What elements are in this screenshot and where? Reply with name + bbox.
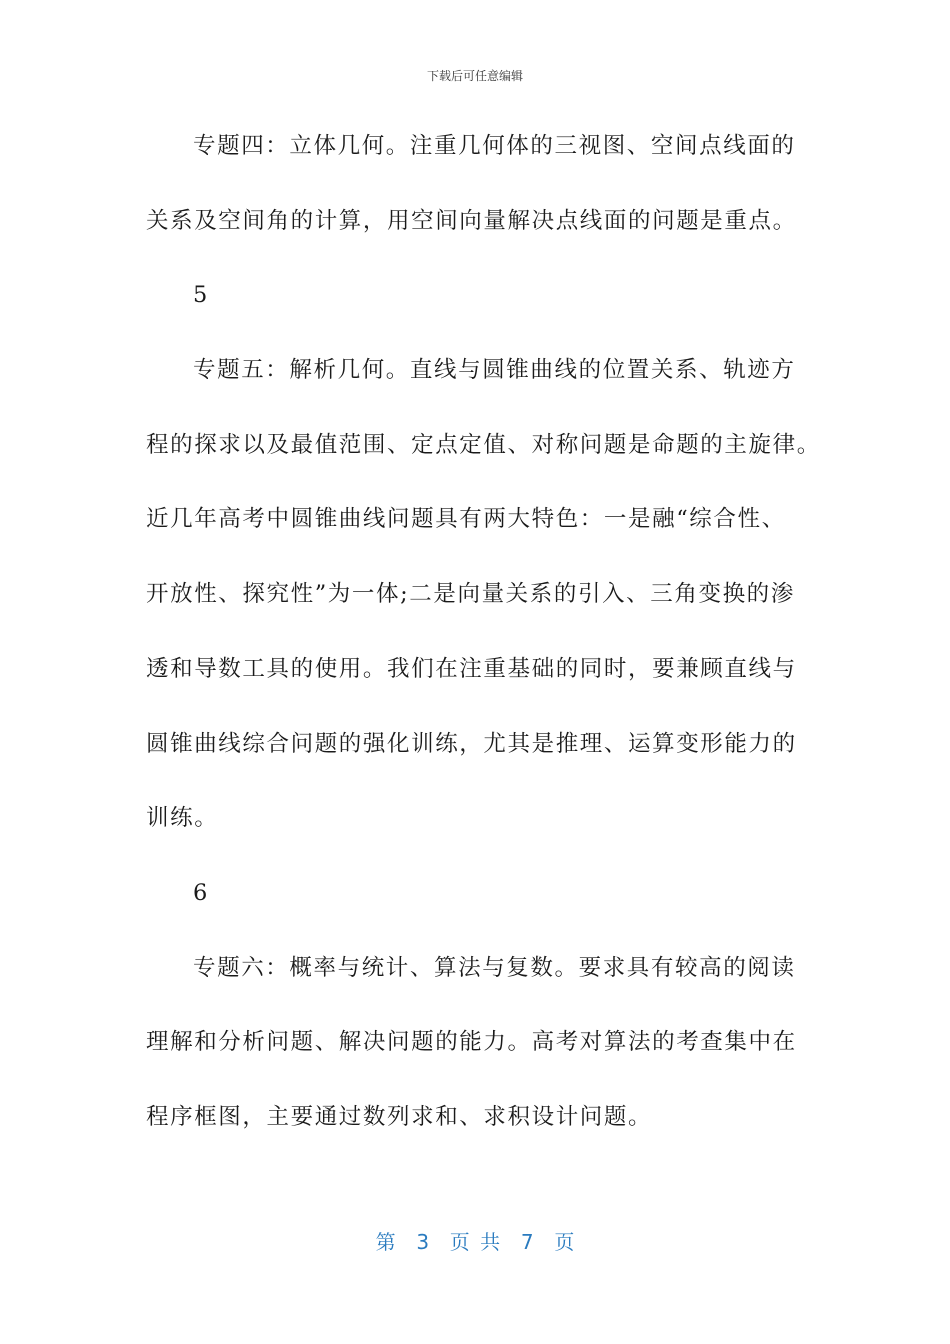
- paragraph-topic6-line3: 程序框图，主要通过数列求和、求积设计问题。: [146, 1103, 653, 1130]
- paragraph-topic5-line4: 开放性、探究性”为一体;二是向量关系的引入、三角变换的渗: [146, 581, 795, 608]
- section-number-6: 6: [193, 879, 209, 906]
- paragraph-topic5-line1: 专题五：解析几何。直线与圆锥曲线的位置关系、轨迹方: [193, 357, 796, 384]
- section-number-5: 5: [193, 282, 209, 309]
- paragraph-topic5-line5: 透和导数工具的使用。我们在注重基础的同时，要兼顾直线与: [146, 655, 797, 682]
- document-body: [146, 124, 821, 1170]
- paragraph-topic4-line2: 关系及空间角的计算，用空间向量解决点线面的问题是重点。: [146, 207, 797, 234]
- paragraph-topic6-line2: 理解和分析问题、解决问题的能力。高考对算法的考查集中在: [146, 1029, 797, 1056]
- page-number-footer: 第 3 页 共 7 页: [375, 1230, 575, 1254]
- paragraph-topic4-line1: 专题四：立体几何。注重几何体的三视图、空间点线面的: [193, 133, 796, 159]
- paragraph-topic5-line6: 圆锥曲线综合问题的强化训练，尤其是推理、运算变形能力的: [146, 730, 797, 757]
- paragraph-topic5-line7: 训练。: [146, 805, 219, 832]
- page-header-note: 下载后可任意编辑: [426, 69, 523, 83]
- paragraph-topic5-line2: 程的探求以及最值范围、定点定值、对称问题是命题的主旋律。: [146, 431, 821, 458]
- paragraph-topic5-line3: 近几年高考中圆锥曲线问题具有两大特色：一是融“综合性、: [146, 506, 786, 533]
- paragraph-topic6-line1: 专题六：概率与统计、算法与复数。要求具有较高的阅读: [193, 954, 796, 981]
